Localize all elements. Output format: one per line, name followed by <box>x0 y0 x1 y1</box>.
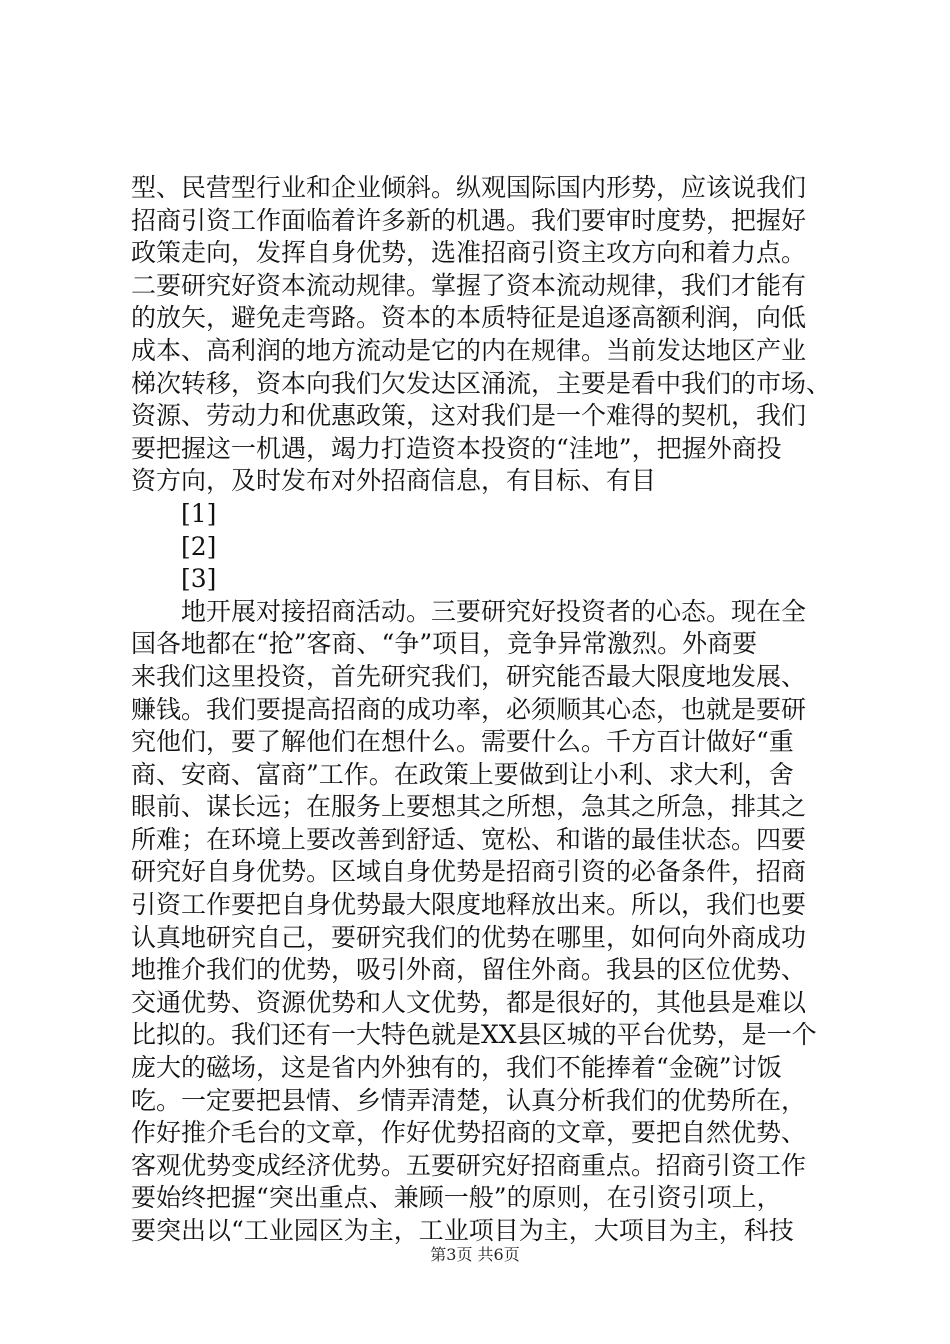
text-line: 客观优势变成经济优势。五要研究好招商重点。招商引资工作 <box>131 1150 807 1180</box>
text-line: 作好推介毛台的文章，作好优势招商的文章，要把自然优势、 <box>131 1118 807 1148</box>
text-line: 的放矢，避免走弯路。资本的本质特征是追逐高额利润，向低 <box>131 303 807 333</box>
text-line: 吃。一定要把县情、乡情弄清楚，认真分析我们的优势所在， <box>131 1085 807 1115</box>
text-line: 庞大的磁场，这是省内外独有的，我们不能捧着“金碗”讨饭 <box>131 1053 782 1083</box>
text-line: 型、民营型行业和企业倾斜。纵观国际国内形势，应该说我们 <box>131 173 807 202</box>
reference-marker: [1] <box>181 498 217 528</box>
text-line: 要突出以“工业园区为主，工业项目为主，大项目为主，科技 <box>131 1216 794 1245</box>
text-line: 认真地研究自己，要研究我们的优势在哪里，如何向外商成功 <box>131 922 807 952</box>
paragraph-first-line: 地开展对接招商活动。三要研究好投资者的心态。现在全 <box>181 596 807 626</box>
text-line: 赚钱。我们要提高招商的成功率，必须顺其心态，也就是要研 <box>131 694 807 724</box>
text-line: 政策走向，发挥自身优势，选准招商引资主攻方向和着力点。 <box>131 238 807 268</box>
text-line: 梯次转移，资本向我们欠发达区涌流，主要是看中我们的市场、 <box>131 368 832 398</box>
text-line: 来我们这里投资，首先研究我们，研究能否最大限度地发展、 <box>131 661 807 691</box>
text-line: 国各地都在“抢”客商、“争”项目，竞争异常激烈。外商要 <box>131 629 758 659</box>
text-line: 所难；在环境上要改善到舒适、宽松、和谐的最佳状态。四要 <box>131 824 807 854</box>
text-line: 要始终把握“突出重点、兼顾一般”的原则，在引资引项上， <box>131 1183 782 1213</box>
page-footer <box>0 1242 950 1265</box>
reference-marker: [2] <box>181 531 217 561</box>
text-line: 成本、高利润的地方流动是它的内在规律。当前发达地区产业 <box>131 335 807 365</box>
text-line: 引资工作要把自身优势最大限度地释放出来。所以，我们也要 <box>131 890 807 920</box>
text-line: 招商引资工作面临着许多新的机遇。我们要审时度势，把握好 <box>131 205 807 235</box>
text-line: 商、安商、富商”工作。在政策上要做到让小利、求大利，舍 <box>131 759 794 789</box>
text-line: 二要研究好资本流动规律。掌握了资本流动规律，我们才能有 <box>131 270 807 300</box>
text-line: 比拟的。我们还有一大特色就是XX县区城的平台优势，是一个 <box>131 1020 817 1050</box>
text-line: 地推介我们的优势，吸引外商，留住外商。我县的区位优势、 <box>131 955 807 985</box>
text-line: 资源、劳动力和优惠政策，这对我们是一个难得的契机，我们 <box>131 401 807 431</box>
text-line: 要把握这一机遇，竭力打造资本投资的“洼地”，把握外商投 <box>131 433 782 463</box>
text-line: 究他们，要了解他们在想什么。需要什么。千方百计做好“重 <box>131 727 794 757</box>
page-number: 第3页 共6页 <box>430 1245 520 1264</box>
text-line: 眼前、谋长远；在服务上要想其之所想，急其之所急，排其之 <box>131 792 807 822</box>
text-line: 研究好自身优势。区域自身优势是招商引资的必备条件，招商 <box>131 857 807 887</box>
body-text <box>131 172 831 1248</box>
text-line: 资方向，及时发布对外招商信息，有目标、有目 <box>131 466 657 496</box>
text-line: 交通优势、资源优势和人文优势，都是很好的，其他县是难以 <box>131 987 807 1017</box>
reference-marker: [3] <box>181 564 217 594</box>
